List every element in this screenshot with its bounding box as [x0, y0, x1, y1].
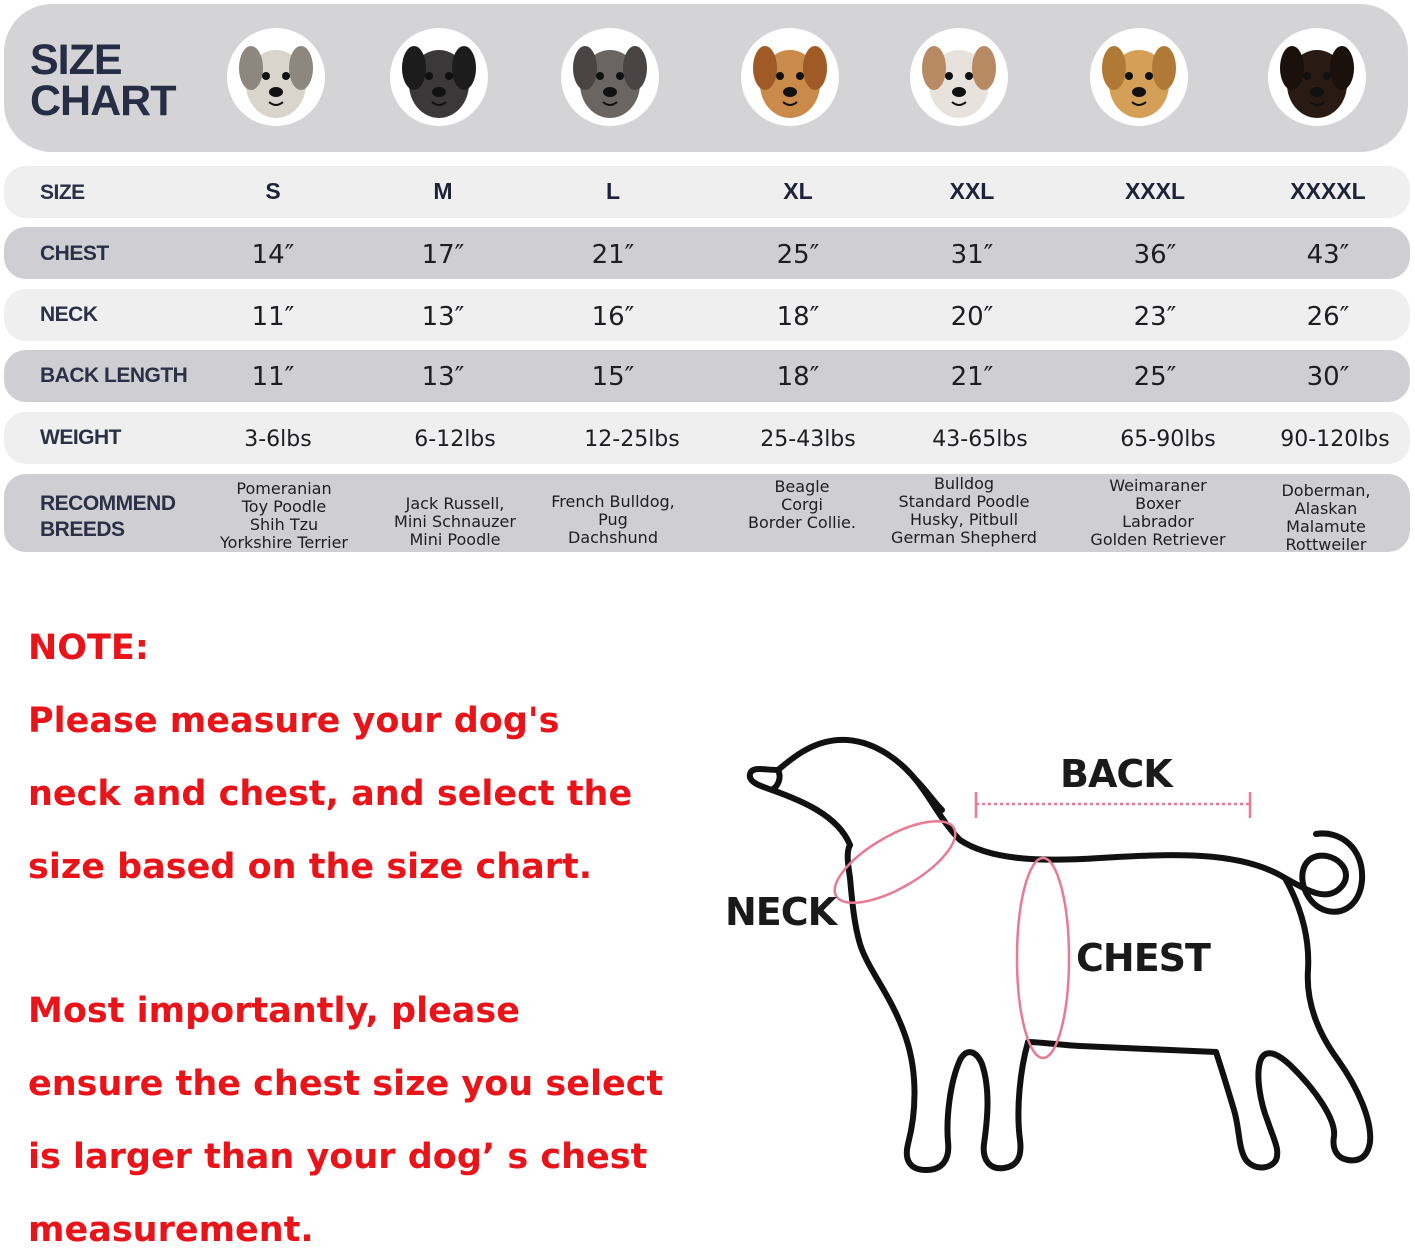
breed-name: Pug [598, 510, 628, 529]
size-cell: M [433, 178, 453, 204]
neck-cell: 13″ [421, 302, 465, 332]
breed-list [1241, 482, 1411, 554]
weight-cell: 25-43lbs [760, 427, 856, 452]
breed-name: Mini Poodle [409, 530, 501, 549]
labrador-dog-icon [1090, 28, 1188, 126]
breed-name: Beagle [774, 477, 830, 496]
recommend-label-line1: RECOMMEND [40, 492, 176, 515]
chest-cell: 25″ [776, 240, 820, 270]
note-heading: NOTE: [28, 628, 149, 668]
neck-measure-label: NECK [725, 890, 837, 934]
chest-row-label: CHEST [40, 242, 109, 265]
chart-title-line2: CHART [30, 77, 176, 125]
back-measure-label: BACK [1060, 752, 1172, 796]
weight-cell: 12-25lbs [584, 427, 680, 452]
breed-name: Toy Poodle [241, 497, 327, 516]
note-line: neck and chest, and select the [28, 774, 633, 814]
note-block [28, 612, 632, 904]
schnauzer-dog-icon [390, 28, 488, 126]
back-length-cell: 18″ [776, 362, 820, 392]
breed-name: Husky, Pitbull [909, 510, 1019, 529]
breed-name: Mini Schnauzer [394, 512, 516, 531]
breed-name: Weimaraner [1109, 476, 1207, 495]
breed-name: French Bulldog, [551, 492, 675, 511]
neck-cell: 18″ [776, 302, 820, 332]
note-important-block [28, 975, 663, 1252]
note-line: size based on the size chart. [28, 847, 593, 887]
breed-list [199, 480, 369, 552]
breed-name: Corgi [781, 495, 823, 514]
neck-cell: 11″ [251, 302, 295, 332]
breed-name: Shih Tzu [249, 515, 319, 534]
breed-name: German Shepherd [891, 528, 1037, 547]
breed-name: Golden Retriever [1090, 530, 1226, 549]
poodle-dog-icon [227, 28, 325, 126]
weight-cell: 65-90lbs [1120, 427, 1216, 452]
back-length-cell: 11″ [251, 362, 295, 392]
dog-outline-icon [720, 730, 1400, 1200]
neck-row-label: NECK [40, 303, 98, 326]
neck-cell: 16″ [591, 302, 635, 332]
back-length-cell: 13″ [421, 362, 465, 392]
size-cell: XXXL [1124, 178, 1186, 204]
breed-name: Bulldog [933, 474, 995, 493]
note-line: Most importantly, please [28, 991, 520, 1031]
weight-cell: 43-65lbs [932, 427, 1028, 452]
chest-cell: 17″ [421, 240, 465, 270]
recommend-label-line2: BREEDS [40, 518, 125, 541]
breed-name: Standard Poodle [898, 492, 1030, 511]
chest-cell: 31″ [950, 240, 994, 270]
back-length-cell: 15″ [591, 362, 635, 392]
breed-list [717, 478, 887, 532]
size-cell: L [605, 178, 621, 204]
header-band [4, 4, 1408, 152]
chart-title-line1: SIZE [30, 36, 122, 84]
breed-name: Boxer [1135, 494, 1181, 513]
breed-list [370, 495, 540, 549]
breed-name: Malamute [1286, 517, 1366, 536]
note-line: Please measure your dog's [28, 701, 560, 741]
chart-title [30, 36, 210, 125]
recommend-breeds-row-label [40, 491, 176, 543]
weight-cell: 3-6lbs [244, 427, 312, 452]
size-cell: S [265, 178, 281, 204]
note-line: is larger than your dog’ s chest [28, 1137, 648, 1177]
breed-name: Alaskan [1294, 499, 1358, 518]
breed-list [1073, 477, 1243, 549]
back-length-cell: 30″ [1306, 362, 1350, 392]
breed-list [528, 493, 698, 547]
breed-name: Pomeranian [236, 479, 332, 498]
breed-name: Jack Russell, [405, 494, 505, 513]
note-line: ensure the chest size you select [28, 1064, 664, 1104]
weight-cell: 90-120lbs [1280, 427, 1390, 452]
neck-cell: 23″ [1133, 302, 1177, 332]
note-line: measurement. [28, 1210, 314, 1250]
bulldog-icon [910, 28, 1008, 126]
back-length-cell: 21″ [950, 362, 994, 392]
breed-name: Rottweiler [1285, 535, 1367, 554]
doberman-dog-icon [1268, 28, 1366, 126]
breed-name: Border Collie. [748, 513, 856, 532]
dog-measurement-diagram [720, 730, 1400, 1200]
chest-measure-label: CHEST [1076, 936, 1210, 980]
chest-cell: 14″ [251, 240, 295, 270]
size-cell: XL [783, 178, 813, 204]
beagle-dog-icon [741, 28, 839, 126]
back-length-row-label: BACK LENGTH [40, 364, 188, 387]
breed-name: Yorkshire Terrier [220, 533, 348, 552]
neck-cell: 26″ [1306, 302, 1350, 332]
chest-cell: 43″ [1306, 240, 1350, 270]
back-length-cell: 25″ [1133, 362, 1177, 392]
size-cell: XXXXL [1290, 178, 1366, 204]
breed-list [879, 475, 1049, 547]
chest-cell: 21″ [591, 240, 635, 270]
breed-name: Dachshund [568, 528, 658, 547]
breed-name: Labrador [1122, 512, 1194, 531]
weight-row-label: WEIGHT [40, 426, 121, 449]
weight-cell: 6-12lbs [414, 427, 496, 452]
size-row-label: SIZE [40, 181, 85, 204]
french-bulldog-icon [561, 28, 659, 126]
breed-name: Doberman, [1281, 481, 1371, 500]
chest-cell: 36″ [1133, 240, 1177, 270]
size-cell: XXL [949, 178, 995, 204]
neck-cell: 20″ [950, 302, 994, 332]
